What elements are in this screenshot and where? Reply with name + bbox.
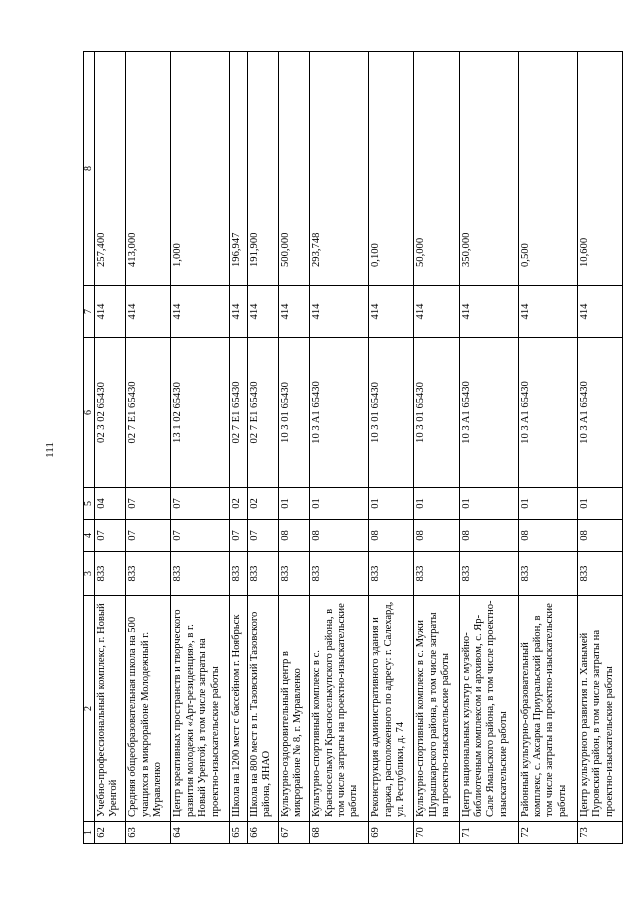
header-col-1: 1 bbox=[84, 822, 95, 844]
table-row bbox=[577, 52, 622, 844]
row-number: 71 bbox=[459, 822, 518, 844]
cell-col-3: 833 bbox=[369, 552, 414, 596]
cell-col-4: 08 bbox=[369, 520, 414, 552]
object-name: Средняя общеобразовательная школа на 500 учащихся в микрорайоне Молодежный г. Муравленко bbox=[126, 596, 171, 822]
row-number: 67 bbox=[278, 822, 309, 844]
budget-table-rotated bbox=[83, 52, 623, 844]
header-col-6: 6 bbox=[84, 338, 95, 488]
table-row bbox=[310, 52, 369, 844]
object-name: Школа на 1200 мест с бассейном г. Ноябрьск bbox=[230, 596, 247, 822]
cell-col-6: 02 7 E1 65430 bbox=[247, 338, 278, 488]
cell-col-3: 833 bbox=[95, 552, 126, 596]
cell-col-5: 01 bbox=[414, 488, 459, 520]
cell-col-5: 01 bbox=[278, 488, 309, 520]
cell-amount: 196,947 bbox=[230, 52, 247, 286]
object-name: Культурно-оздоровительный центр в микрорайоне № 8, г. Муравленко bbox=[278, 596, 309, 822]
cell-amount: 191,900 bbox=[247, 52, 278, 286]
cell-col-6: 02 7 E1 65430 bbox=[126, 338, 171, 488]
row-number: 73 bbox=[577, 822, 622, 844]
table-row bbox=[230, 52, 247, 844]
table-row bbox=[247, 52, 278, 844]
cell-col-4: 07 bbox=[126, 520, 171, 552]
cell-col-3: 833 bbox=[459, 552, 518, 596]
cell-col-4: 07 bbox=[95, 520, 126, 552]
cell-amount: 500,000 bbox=[278, 52, 309, 286]
header-col-4: 4 bbox=[84, 520, 95, 552]
table-row bbox=[171, 52, 230, 844]
table-row bbox=[95, 52, 126, 844]
cell-col-3: 833 bbox=[518, 552, 577, 596]
cell-amount: 50,000 bbox=[414, 52, 459, 286]
cell-col-7: 414 bbox=[126, 286, 171, 338]
object-name: Центр национальных культур с музейно-библиотечным комплексом и архивом, с. Яр-Сале Ямальского района, в том числе проектно-изыскательские работы bbox=[459, 596, 518, 822]
object-name: Реконструкция административного здания и гаража, расположенного по адресу: г. Салехард, ул. Республики, д. 74 bbox=[369, 596, 414, 822]
cell-col-5: 01 bbox=[310, 488, 369, 520]
row-number: 72 bbox=[518, 822, 577, 844]
cell-col-4: 08 bbox=[414, 520, 459, 552]
cell-col-6: 02 3 02 65430 bbox=[95, 338, 126, 488]
table-row bbox=[414, 52, 459, 844]
header-col-3: 3 bbox=[84, 552, 95, 596]
header-col-8: 8 bbox=[84, 52, 95, 286]
cell-col-5: 07 bbox=[171, 488, 230, 520]
table-header-row bbox=[84, 52, 95, 844]
cell-col-6: 10 3 01 65430 bbox=[414, 338, 459, 488]
cell-col-6: 10 3 A1 65430 bbox=[577, 338, 622, 488]
cell-col-5: 07 bbox=[126, 488, 171, 520]
row-number: 62 bbox=[95, 822, 126, 844]
cell-amount: 413,000 bbox=[126, 52, 171, 286]
object-name: Школа на 800 мест в п. Тазовский Тазовского района, ЯНАО bbox=[247, 596, 278, 822]
cell-col-6: 10 3 A1 65430 bbox=[518, 338, 577, 488]
cell-col-4: 08 bbox=[459, 520, 518, 552]
cell-col-7: 414 bbox=[369, 286, 414, 338]
cell-amount: 293,748 bbox=[310, 52, 369, 286]
cell-amount: 350,000 bbox=[459, 52, 518, 286]
cell-col-5: 04 bbox=[95, 488, 126, 520]
object-name: Центр культурного развития п. Ханымей Пуровский район, в том числе затраты на проектно-изыскательские работы bbox=[577, 596, 622, 822]
cell-col-4: 08 bbox=[278, 520, 309, 552]
object-name: Центр креативных пространств и творческого развития молодежи «Арт-резиденция», в г. Новый Уренгой, в том числе затраты на проектно-изыскательские работы bbox=[171, 596, 230, 822]
cell-col-5: 02 bbox=[247, 488, 278, 520]
page-number: 111 bbox=[44, 442, 56, 458]
cell-col-5: 01 bbox=[459, 488, 518, 520]
cell-col-3: 833 bbox=[247, 552, 278, 596]
budget-table bbox=[83, 51, 623, 844]
cell-col-7: 414 bbox=[577, 286, 622, 338]
row-number: 68 bbox=[310, 822, 369, 844]
cell-col-7: 414 bbox=[247, 286, 278, 338]
cell-col-5: 01 bbox=[518, 488, 577, 520]
cell-amount: 10,600 bbox=[577, 52, 622, 286]
cell-col-6: 10 3 01 65430 bbox=[278, 338, 309, 488]
object-name: Учебно-профессиональный комплекс, г. Новый Уренгой bbox=[95, 596, 126, 822]
cell-col-5: 02 bbox=[230, 488, 247, 520]
row-number: 70 bbox=[414, 822, 459, 844]
cell-col-7: 414 bbox=[459, 286, 518, 338]
table-row bbox=[126, 52, 171, 844]
cell-col-3: 833 bbox=[278, 552, 309, 596]
cell-col-3: 833 bbox=[577, 552, 622, 596]
cell-amount: 0,100 bbox=[369, 52, 414, 286]
cell-amount: 257,400 bbox=[95, 52, 126, 286]
row-number: 64 bbox=[171, 822, 230, 844]
cell-col-4: 08 bbox=[310, 520, 369, 552]
cell-col-7: 414 bbox=[278, 286, 309, 338]
object-name: Культурно-спортивный комплекс в с. Красноселькуп Красноселькупского района, в том числе затраты на проектно-изыскательские работы bbox=[310, 596, 369, 822]
cell-col-7: 414 bbox=[518, 286, 577, 338]
cell-amount: 1,000 bbox=[171, 52, 230, 286]
cell-col-3: 833 bbox=[230, 552, 247, 596]
cell-col-6: 02 7 E1 65430 bbox=[230, 338, 247, 488]
cell-col-4: 07 bbox=[247, 520, 278, 552]
cell-col-7: 414 bbox=[414, 286, 459, 338]
cell-col-7: 414 bbox=[95, 286, 126, 338]
table-row bbox=[459, 52, 518, 844]
cell-col-3: 833 bbox=[171, 552, 230, 596]
header-col-2: 2 bbox=[84, 596, 95, 822]
row-number: 63 bbox=[126, 822, 171, 844]
cell-col-6: 10 3 A1 65430 bbox=[310, 338, 369, 488]
header-col-5: 5 bbox=[84, 488, 95, 520]
row-number: 66 bbox=[247, 822, 278, 844]
cell-col-6: 10 3 A1 65430 bbox=[459, 338, 518, 488]
cell-col-7: 414 bbox=[230, 286, 247, 338]
cell-col-4: 07 bbox=[230, 520, 247, 552]
table-row bbox=[278, 52, 309, 844]
cell-col-4: 07 bbox=[171, 520, 230, 552]
cell-col-5: 01 bbox=[577, 488, 622, 520]
cell-col-3: 833 bbox=[310, 552, 369, 596]
object-name: Районный культурно-образовательный комплекс, с. Аксарка Приуральский район, в том числе затраты на проектно-изыскательские работы bbox=[518, 596, 577, 822]
cell-col-7: 414 bbox=[310, 286, 369, 338]
table-row bbox=[369, 52, 414, 844]
cell-amount: 0,500 bbox=[518, 52, 577, 286]
header-col-7: 7 bbox=[84, 286, 95, 338]
object-name: Культурно-спортивный комплекс в с. Мужи Шурышкарского района, в том числе затраты на проектно-изыскательские работы bbox=[414, 596, 459, 822]
cell-col-5: 01 bbox=[369, 488, 414, 520]
cell-col-4: 08 bbox=[518, 520, 577, 552]
cell-col-6: 10 3 01 65430 bbox=[369, 338, 414, 488]
cell-col-4: 08 bbox=[577, 520, 622, 552]
row-number: 65 bbox=[230, 822, 247, 844]
cell-col-3: 833 bbox=[126, 552, 171, 596]
table-row bbox=[518, 52, 577, 844]
cell-col-7: 414 bbox=[171, 286, 230, 338]
row-number: 69 bbox=[369, 822, 414, 844]
cell-col-3: 833 bbox=[414, 552, 459, 596]
cell-col-6: 13 1 02 65430 bbox=[171, 338, 230, 488]
